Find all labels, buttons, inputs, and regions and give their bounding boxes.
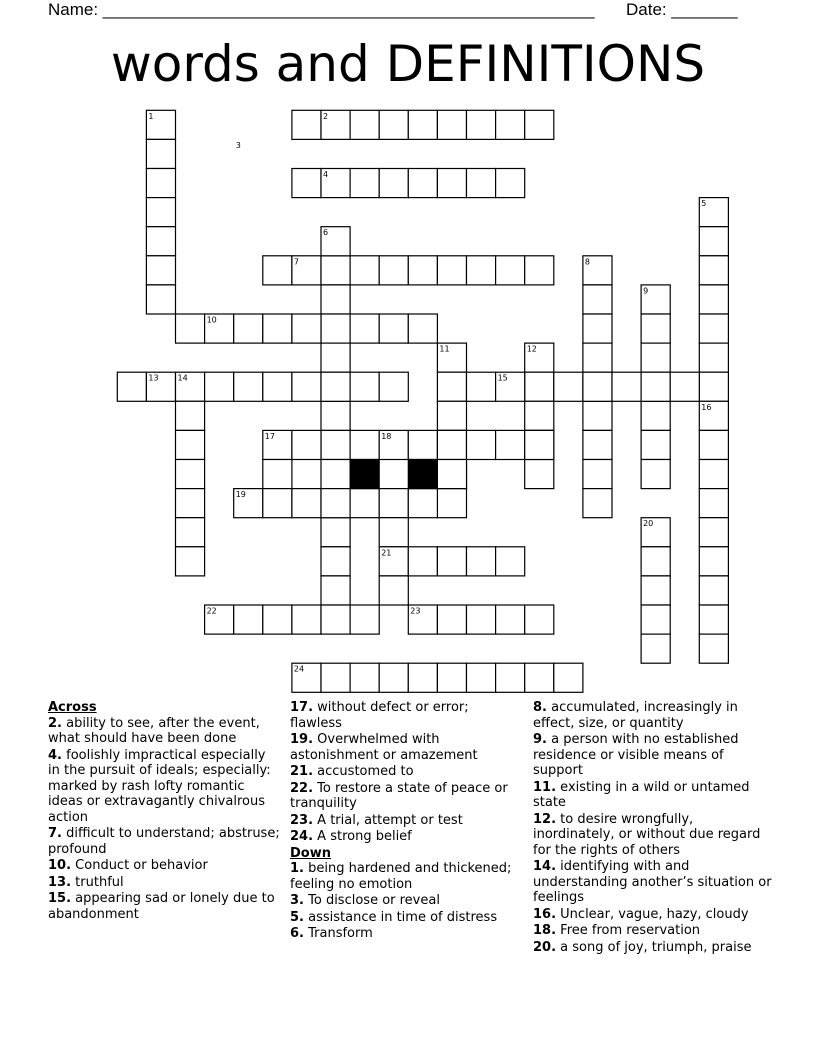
clue-item [290, 732, 522, 763]
clues-column-1 [48, 700, 280, 923]
clue-item [533, 700, 773, 731]
clue-text: existing in a wild or untamed state [533, 779, 750, 810]
grid-cell[interactable] [321, 489, 350, 518]
grid-cell[interactable] [379, 169, 408, 198]
grid-clue-number: 15 [497, 373, 508, 383]
clue-text: assistance in time of distress [308, 909, 498, 925]
grid-clue-number: 22 [206, 606, 217, 616]
grid-cell[interactable] [263, 460, 292, 489]
grid-cell[interactable] [496, 256, 525, 285]
grid-cell[interactable] [292, 110, 321, 139]
grid-cell[interactable] [467, 372, 496, 401]
grid-cell[interactable] [467, 110, 496, 139]
clue-text: Overwhelmed with astonishment or amazement [290, 732, 478, 763]
grid-cell[interactable] [321, 285, 350, 314]
grid-cell[interactable] [496, 547, 525, 576]
grid-cell[interactable] [583, 460, 612, 489]
clue-number: 22. [290, 780, 314, 796]
grid-cell[interactable] [321, 256, 350, 285]
grid-cell[interactable] [321, 314, 350, 343]
grid-cell[interactable] [176, 430, 205, 459]
grid-cell[interactable] [583, 343, 612, 372]
grid-cell[interactable] [525, 372, 554, 401]
clue-item [533, 907, 773, 923]
clue-item [533, 940, 773, 956]
clue-item [290, 926, 522, 942]
grid-cell[interactable] [583, 314, 612, 343]
grid-cell[interactable] [437, 401, 466, 430]
clue-item [533, 812, 773, 859]
grid-clue-number: 6 [323, 228, 329, 238]
grid-cell[interactable] [234, 314, 263, 343]
grid-cell[interactable] [467, 663, 496, 692]
clue-text: To disclose or reveal [308, 893, 440, 908]
grid-cell[interactable] [641, 372, 670, 401]
clue-number: 14. [533, 859, 557, 874]
grid-cell[interactable] [699, 605, 728, 634]
grid-cell[interactable] [379, 489, 408, 518]
grid-cell[interactable] [292, 489, 321, 518]
clue-text: To restore a state of peace or tranquility [290, 780, 508, 811]
grid-cell[interactable] [641, 401, 670, 430]
grid-cell[interactable] [437, 430, 466, 459]
clue-number: 2. [48, 715, 62, 731]
clue-number: 3. [290, 893, 304, 908]
grid-clue-number: 19 [235, 490, 246, 500]
grid-clue-number: 8 [584, 257, 590, 267]
grid-cell[interactable] [641, 547, 670, 576]
grid-cell[interactable] [350, 430, 379, 459]
grid-clue-number: 13 [148, 373, 159, 383]
clue-text: without defect or error; flawless [290, 700, 469, 731]
clue-text: identifying with and understanding another’s situation or feelings [533, 859, 772, 905]
grid-block [350, 460, 379, 489]
grid-cell[interactable] [467, 430, 496, 459]
grid-cell[interactable] [146, 139, 175, 168]
clue-text: accumulated, increasingly in effect, size, or quantity [533, 700, 738, 731]
grid-cell[interactable] [699, 227, 728, 256]
grid-cell[interactable] [641, 576, 670, 605]
grid-cell[interactable] [437, 169, 466, 198]
grid-cell[interactable] [699, 489, 728, 518]
grid-cell[interactable] [234, 372, 263, 401]
grid-cell[interactable] [496, 169, 525, 198]
clue-item [48, 858, 280, 874]
grid-cell[interactable] [350, 256, 379, 285]
grid-cell[interactable] [263, 372, 292, 401]
grid-cell[interactable] [321, 605, 350, 634]
grid-cell[interactable] [699, 460, 728, 489]
grid-cell[interactable] [350, 663, 379, 692]
grid-cell[interactable] [379, 576, 408, 605]
grid-cell[interactable] [176, 547, 205, 576]
clue-text: being hardened and thickened; feeling no emotion [290, 861, 512, 892]
clue-number: 4. [48, 747, 62, 763]
grid-clue-number: 4 [323, 170, 329, 179]
clue-number: 17. [290, 700, 314, 715]
across-header: Across [48, 700, 97, 715]
clue-item [48, 875, 280, 891]
grid-clue-number: 2 [323, 111, 329, 121]
down-header: Down [290, 845, 331, 861]
grid-cell[interactable] [699, 576, 728, 605]
grid-clue-number: 3 [235, 140, 241, 150]
grid-cell[interactable] [699, 547, 728, 576]
clue-text: Unclear, vague, hazy, cloudy [560, 906, 749, 922]
grid-cell[interactable] [205, 372, 234, 401]
grid-cell[interactable] [321, 576, 350, 605]
grid-cell[interactable] [292, 169, 321, 198]
grid-clue-number: 7 [293, 257, 299, 267]
clue-item [533, 923, 773, 939]
grid-cell[interactable] [699, 314, 728, 343]
grid-clue-number: 14 [177, 373, 188, 383]
grid-cell[interactable] [146, 227, 175, 256]
clue-text: a person with no established residence or visible means of support [533, 732, 739, 778]
grid-cell[interactable] [583, 430, 612, 459]
grid-cell[interactable] [292, 372, 321, 401]
grid-clue-number: 11 [439, 344, 450, 354]
clue-text: truthful [75, 874, 124, 890]
clue-number: 19. [290, 732, 314, 747]
grid-cell[interactable] [379, 518, 408, 547]
grid-cell[interactable] [292, 605, 321, 634]
clue-number: 15. [48, 891, 72, 906]
grid-cell[interactable] [699, 518, 728, 547]
grid-cell[interactable] [263, 314, 292, 343]
grid-clue-number: 16 [701, 402, 712, 412]
clue-text: Free from reservation [560, 923, 701, 938]
grid-cell[interactable] [117, 372, 146, 401]
grid-cell[interactable] [467, 169, 496, 198]
page-title: words and DEFINITIONS [110, 35, 706, 93]
clue-item [533, 859, 773, 906]
grid-cell[interactable] [408, 110, 437, 139]
grid-cell[interactable] [641, 605, 670, 634]
clue-number: 16. [533, 906, 557, 922]
grid-cell[interactable] [525, 663, 554, 692]
grid-cell[interactable] [321, 460, 350, 489]
grid-cell[interactable] [496, 663, 525, 692]
grid-cell[interactable] [146, 256, 175, 285]
grid-cell[interactable] [641, 343, 670, 372]
clue-item [533, 732, 773, 779]
grid-cell[interactable] [641, 634, 670, 663]
clue-text: accustomed to [317, 764, 414, 779]
grid-cell[interactable] [554, 663, 583, 692]
grid-cell[interactable] [699, 256, 728, 285]
clue-item [290, 700, 522, 731]
clue-text: appearing sad or lonely due to abandonment [48, 891, 275, 922]
grid-clue-number: 17 [264, 431, 275, 441]
grid-clue-number: 10 [206, 315, 217, 325]
grid-cell[interactable] [263, 256, 292, 285]
grid-cell[interactable] [437, 372, 466, 401]
clue-text: Transform [308, 926, 373, 941]
clue-item [290, 781, 522, 812]
grid-clue-number: 24 [293, 664, 305, 674]
grid-cell[interactable] [321, 372, 350, 401]
grid-cell[interactable] [176, 314, 205, 343]
grid-cell[interactable] [496, 430, 525, 459]
clue-number: 12. [533, 811, 557, 827]
clue-text: Conduct or behavior [75, 858, 208, 873]
grid-clue-number: 23 [410, 606, 421, 616]
clue-text: foolishly impractical especially in the pursuit of ideals; especially: marked by rash lofty romantic ideas or extravagantly chivalrous action [48, 747, 271, 825]
grid-cell[interactable] [146, 198, 175, 227]
date-line[interactable]: Date: _______ [626, 0, 738, 19]
grid-cell[interactable] [321, 663, 350, 692]
clue-item [290, 910, 522, 926]
grid-cell[interactable] [525, 605, 554, 634]
grid-cell[interactable] [408, 489, 437, 518]
grid-cell[interactable] [496, 605, 525, 634]
clue-number: 7. [48, 826, 62, 841]
clue-number: 21. [290, 764, 314, 779]
clue-item [533, 780, 773, 811]
grid-cell[interactable] [467, 547, 496, 576]
grid-block [408, 460, 437, 489]
clue-number: 10. [48, 858, 72, 873]
grid-cell[interactable] [146, 285, 175, 314]
grid-cell[interactable] [408, 256, 437, 285]
grid-cell[interactable] [176, 489, 205, 518]
grid-clue-number: 5 [701, 199, 707, 209]
grid-cell[interactable] [263, 605, 292, 634]
grid-cell[interactable] [350, 314, 379, 343]
grid-cell[interactable] [670, 372, 699, 401]
clue-number: 1. [290, 861, 304, 876]
grid-cell[interactable] [379, 256, 408, 285]
grid-cell[interactable] [379, 110, 408, 139]
grid-cell[interactable] [437, 110, 466, 139]
grid-cell[interactable] [350, 489, 379, 518]
grid-cell[interactable] [234, 605, 263, 634]
grid-clue-number: 1 [148, 111, 154, 121]
clue-item [290, 893, 522, 909]
grid-cell[interactable] [437, 256, 466, 285]
grid-cell[interactable] [525, 430, 554, 459]
grid-cell[interactable] [408, 430, 437, 459]
grid-cell[interactable] [350, 605, 379, 634]
grid-cell[interactable] [176, 460, 205, 489]
grid-cell[interactable] [496, 110, 525, 139]
grid-cell[interactable] [321, 430, 350, 459]
clue-text: difficult to understand; abstruse; profound [48, 826, 280, 857]
grid-cell[interactable] [525, 401, 554, 430]
clue-number: 11. [533, 779, 557, 795]
clue-number: 8. [533, 700, 547, 715]
clue-item [48, 891, 280, 922]
grid-cell[interactable] [408, 547, 437, 576]
grid-cell[interactable] [699, 430, 728, 459]
grid-cell[interactable] [583, 489, 612, 518]
clue-number: 23. [290, 812, 314, 828]
grid-cell[interactable] [321, 518, 350, 547]
grid-cell[interactable] [525, 256, 554, 285]
clue-item [290, 764, 522, 780]
grid-cell[interactable] [699, 372, 728, 401]
grid-cell[interactable] [408, 314, 437, 343]
clue-number: 18. [533, 923, 557, 938]
grid-clue-number: 12 [526, 344, 537, 354]
grid-clue-number: 9 [643, 286, 649, 296]
grid-cell[interactable] [467, 605, 496, 634]
grid-cell[interactable] [437, 547, 466, 576]
grid-cell[interactable] [437, 605, 466, 634]
clues-column-2 [290, 700, 522, 943]
grid-cell[interactable] [263, 489, 292, 518]
grid-cell[interactable] [525, 110, 554, 139]
clue-text: a song of joy, triumph, praise [560, 939, 752, 955]
clue-item [290, 829, 522, 845]
grid-cell[interactable] [408, 663, 437, 692]
grid-cell[interactable] [641, 314, 670, 343]
grid-cell[interactable] [146, 169, 175, 198]
grid-cell[interactable] [176, 518, 205, 547]
grid-cell[interactable] [321, 343, 350, 372]
clue-number: 5. [290, 909, 304, 925]
grid-cell[interactable] [379, 372, 408, 401]
grid-cell[interactable] [583, 372, 612, 401]
grid-cell[interactable] [350, 110, 379, 139]
grid-cell[interactable] [583, 401, 612, 430]
clue-number: 6. [290, 926, 304, 941]
grid-cell[interactable] [350, 169, 379, 198]
grid-cell[interactable] [321, 547, 350, 576]
clue-item [48, 716, 280, 747]
grid-cell[interactable] [612, 372, 641, 401]
grid-clue-number: 21 [381, 548, 392, 558]
grid-cell[interactable] [437, 663, 466, 692]
clues-column-3 [533, 700, 773, 956]
grid-cell[interactable] [554, 372, 583, 401]
clue-text: A strong belief [317, 829, 412, 844]
clue-number: 9. [533, 732, 547, 747]
grid-cell[interactable] [408, 169, 437, 198]
clue-number: 13. [48, 874, 72, 890]
clue-text: A trial, attempt or test [317, 812, 463, 828]
grid-cell[interactable] [292, 430, 321, 459]
grid-cell[interactable] [350, 372, 379, 401]
grid-cell[interactable] [321, 401, 350, 430]
clue-item [290, 861, 522, 892]
grid-cell[interactable] [641, 430, 670, 459]
clue-item [48, 748, 280, 826]
clue-text: ability to see, after the event, what should have been done [48, 715, 260, 746]
clue-number: 20. [533, 939, 557, 955]
grid-cell[interactable] [437, 489, 466, 518]
grid-clue-number: 18 [381, 431, 392, 441]
grid-cell[interactable] [525, 460, 554, 489]
grid-cell[interactable] [467, 256, 496, 285]
clue-text: to desire wrongfully, inordinately, or without due regard for the rights of others [533, 811, 761, 858]
grid-cell[interactable] [437, 460, 466, 489]
clue-item [290, 813, 522, 829]
grid-cell[interactable] [583, 285, 612, 314]
grid-clue-number: 20 [643, 519, 654, 529]
grid-cell[interactable] [292, 314, 321, 343]
grid-cell[interactable] [379, 663, 408, 692]
grid-cell[interactable] [641, 460, 670, 489]
name-line[interactable]: Name: ____________________________________________________ [48, 0, 595, 19]
grid-cell[interactable] [699, 285, 728, 314]
grid-cell[interactable] [379, 314, 408, 343]
grid-cell[interactable] [699, 634, 728, 663]
clue-item [48, 826, 280, 857]
grid-cell[interactable] [699, 343, 728, 372]
grid-cell[interactable] [176, 401, 205, 430]
clue-number: 24. [290, 829, 314, 844]
